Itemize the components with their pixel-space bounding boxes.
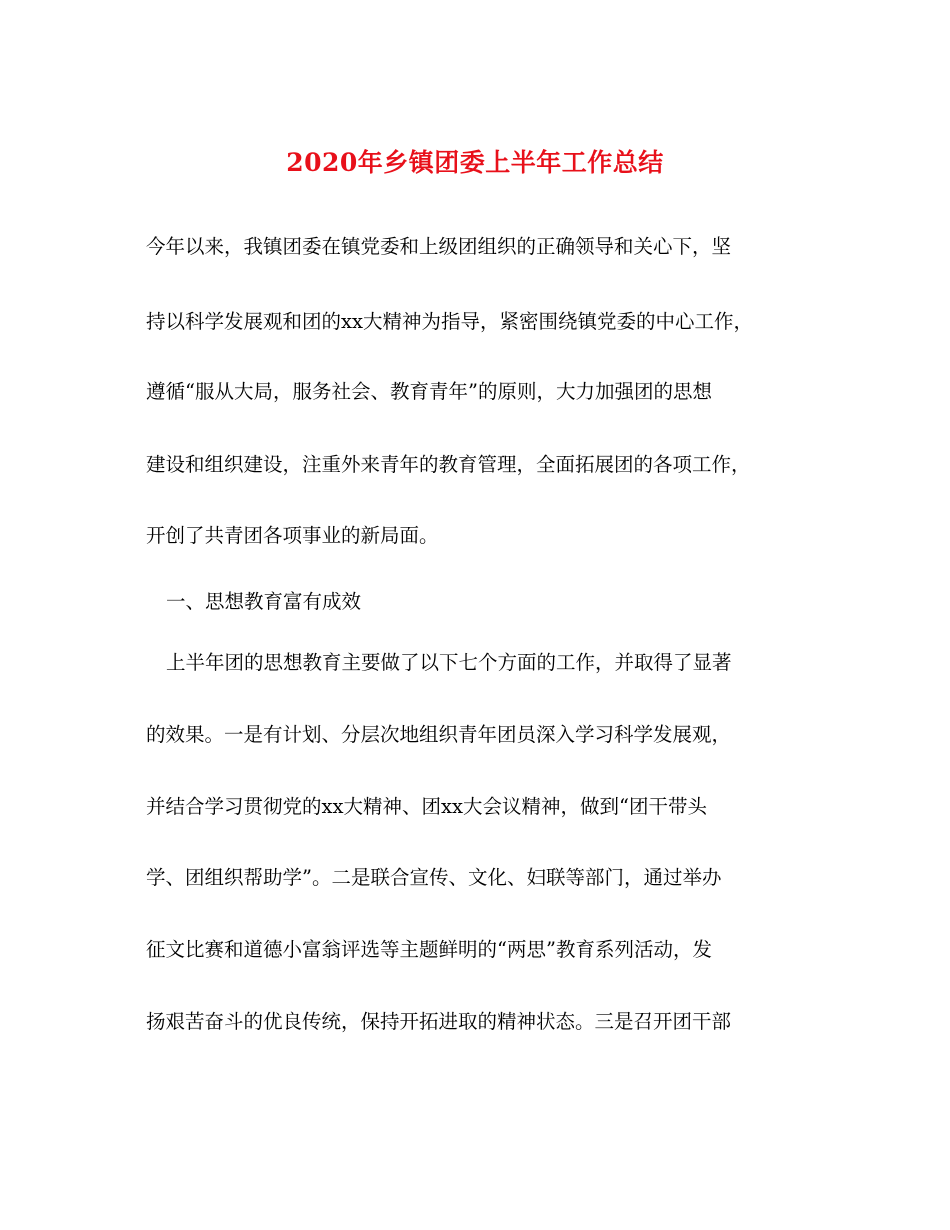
paragraph-line: 遵循“服从大局，服务社会、教育青年”的原则，大力加强团的思想 <box>146 380 712 403</box>
paragraph-line: 征文比赛和道德小富翁评选等主题鲜明的“两思”教育系列活动，发 <box>146 938 712 961</box>
paragraph-line: 今年以来，我镇团委在镇党委和上级团组织的正确领导和关心下，坚 <box>146 235 732 258</box>
paragraph-line: 的效果。一是有计划、分层次地组织青年团员深入学习科学发展观， <box>146 723 732 746</box>
paragraph-line: 扬艰苦奋斗的优良传统，保持开拓进取的精神状态。三是召开团干部 <box>146 1010 732 1033</box>
paragraph-line: 持以科学发展观和团的xx大精神为指导，紧密围绕镇党委的中心工作， <box>146 310 753 333</box>
paragraph-line: 开创了共青团各项事业的新局面。 <box>146 524 439 547</box>
section-heading: 一、思想教育富有成效 <box>166 590 362 613</box>
paragraph-line: 建设和组织建设，注重外来青年的教育管理，全面拓展团的各项工作， <box>146 453 751 476</box>
paragraph-line: 并结合学习贯彻党的xx大精神、团xx大会议精神，做到“团干带头 <box>146 795 707 818</box>
paragraph-line: 上半年团的思想教育主要做了以下七个方面的工作，并取得了显著 <box>166 651 732 674</box>
document-title: 2020年乡镇团委上半年工作总结 <box>286 148 664 177</box>
paragraph-line: 学、团组织帮助学”。二是联合宣传、文化、妇联等部门，通过举办 <box>146 866 722 889</box>
